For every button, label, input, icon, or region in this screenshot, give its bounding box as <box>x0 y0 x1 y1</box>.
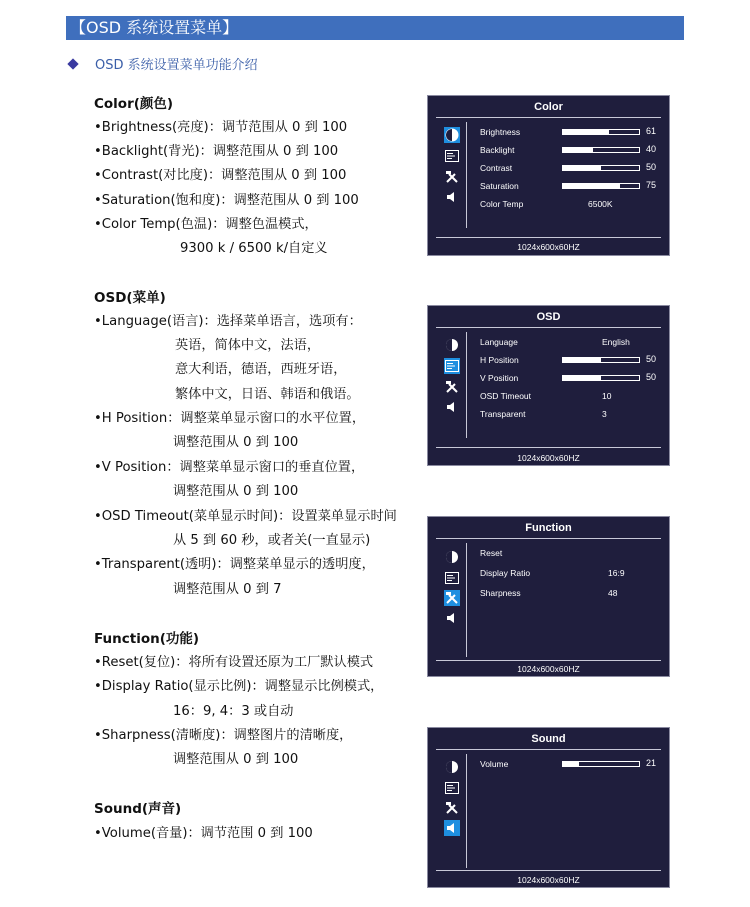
osd-line: 调整范围从 0 到 7 <box>173 582 282 597</box>
divider <box>436 327 661 328</box>
osd-panel-title: Function <box>525 522 572 534</box>
function-line: 调整范围从 0 到 100 <box>173 752 299 767</box>
color-icon[interactable] <box>444 759 460 775</box>
function-tools-icon[interactable] <box>444 169 460 185</box>
osd-line: •H Position：调整菜单显示窗口的水平位置， <box>94 411 366 426</box>
sound-speaker-icon[interactable] <box>444 820 460 836</box>
osd-row-label: Transparent <box>480 409 526 419</box>
osd-footer-resolution: 1024x600x60HZ <box>517 664 580 674</box>
osd-row-value: 21 <box>646 758 657 768</box>
section-title-function: Function(功能) <box>94 631 200 647</box>
section-title-osd: OSD(菜单) <box>94 290 166 306</box>
osd-panel-title: Color <box>534 101 563 113</box>
osd-panel-osd <box>427 305 670 466</box>
function-line: •Reset(复位)：将所有设置还原为工厂默认模式 <box>94 655 374 670</box>
osd-line: •Language(语言)：选择菜单语言，选项有： <box>94 314 362 329</box>
osd-footer-resolution: 1024x600x60HZ <box>517 875 580 885</box>
osd-panel-title: OSD <box>536 311 561 323</box>
divider <box>436 447 661 448</box>
osd-panel-title: Sound <box>531 733 566 745</box>
sound-speaker-icon[interactable] <box>444 399 460 415</box>
divider <box>436 870 661 871</box>
osd-row-label: Color Temp <box>480 199 524 209</box>
osd-line: 意大利语，德语，西班牙语， <box>175 362 347 377</box>
slider-fill <box>563 358 601 362</box>
function-tools-icon[interactable] <box>444 379 460 395</box>
divider <box>436 749 661 750</box>
osd-panel-sound <box>427 727 670 888</box>
color-line: •Contrast(对比度)：调整范围从 0 到 100 <box>94 168 347 183</box>
slider-fill <box>563 166 601 170</box>
osd-line: •OSD Timeout(菜单显示时间)：设置菜单显示时间 <box>94 509 397 524</box>
color-line: •Brightness(亮度)：调节范围从 0 到 100 <box>94 120 348 135</box>
osd-row-value: 40 <box>646 144 657 154</box>
osd-line: •V Position：调整菜单显示窗口的垂直位置， <box>94 460 365 475</box>
color-line: •Backlight(背光)：调整范围从 0 到 100 <box>94 144 339 159</box>
color-line: 9300 k / 6500 k/自定义 <box>180 241 328 256</box>
osd-row-label: V Position <box>480 373 519 383</box>
divider <box>466 754 467 868</box>
osd-row-label: Language <box>480 337 518 347</box>
osd-line: 调整范围从 0 到 100 <box>173 435 299 450</box>
osd-menu-icon[interactable] <box>444 358 460 374</box>
subheading <box>66 54 258 73</box>
color-icon[interactable] <box>444 337 460 353</box>
function-tools-icon[interactable] <box>444 590 460 606</box>
color-temp-value[interactable]: 6500K <box>588 199 613 209</box>
osd-menu-icon[interactable] <box>444 570 460 586</box>
divider <box>436 538 661 539</box>
osd-row-value: 50 <box>646 372 657 382</box>
slider-fill <box>563 184 620 188</box>
slider-fill <box>563 130 609 134</box>
contrast-slider[interactable] <box>562 165 640 171</box>
osd-row-value: 61 <box>646 126 657 136</box>
osd-row-label: OSD Timeout <box>480 391 532 401</box>
osd-panel-color <box>427 95 670 256</box>
osd-row-value: 50 <box>646 162 657 172</box>
v-position-slider[interactable] <box>562 375 640 381</box>
osd-row-label: Display Ratio <box>480 568 531 578</box>
osd-row-label: Volume <box>480 759 509 769</box>
osd-line: 英语，简体中文，法语， <box>175 338 321 353</box>
divider <box>466 332 467 438</box>
osd-timeout-value[interactable]: 10 <box>602 391 612 401</box>
function-tools-icon[interactable] <box>444 800 460 816</box>
subheading-text: OSD 系统设置菜单功能介绍 <box>95 58 258 73</box>
color-icon[interactable] <box>444 127 460 143</box>
osd-line: 繁体中文，日语、韩语和俄语。 <box>175 387 360 402</box>
section-title-color: Color(颜色) <box>94 96 174 112</box>
osd-line: 从 5 到 60 秒，或者关(一直显示) <box>173 533 371 548</box>
osd-row-label: H Position <box>480 355 519 365</box>
osd-row-value: 75 <box>646 180 657 190</box>
slider-fill <box>563 148 593 152</box>
divider <box>436 660 661 661</box>
sound-line: •Volume(音量)：调节范围 0 到 100 <box>94 826 313 841</box>
function-line: •Display Ratio(显示比例)：调整显示比例模式， <box>94 679 384 694</box>
sound-speaker-icon[interactable] <box>444 610 460 626</box>
osd-menu-icon[interactable] <box>444 148 460 164</box>
osd-row-label: Brightness <box>480 127 521 137</box>
diamond-bullet-icon <box>67 58 78 69</box>
osd-row-label: Contrast <box>480 163 513 173</box>
color-line: •Color Temp(色温)：调整色温模式， <box>94 217 318 232</box>
display-ratio-value[interactable]: 16:9 <box>608 568 625 578</box>
volume-slider[interactable] <box>562 761 640 767</box>
color-line: •Saturation(饱和度)：调整范围从 0 到 100 <box>94 193 359 208</box>
color-icon[interactable] <box>444 549 460 565</box>
slider-fill <box>563 762 579 766</box>
osd-line: 调整范围从 0 到 100 <box>173 484 299 499</box>
section-title-sound: Sound(声音) <box>94 801 182 817</box>
transparent-value[interactable]: 3 <box>602 409 607 419</box>
osd-panel-function <box>427 516 670 677</box>
divider <box>466 543 467 657</box>
backlight-slider[interactable] <box>562 147 640 153</box>
osd-row-label: Saturation <box>480 181 519 191</box>
page-title: 【OSD 系统设置菜单】 <box>66 16 684 40</box>
reset-option[interactable]: Reset <box>480 548 503 558</box>
function-line: 16：9, 4：3 或自动 <box>173 704 294 719</box>
saturation-slider[interactable] <box>562 183 640 189</box>
sound-speaker-icon[interactable] <box>444 189 460 205</box>
osd-footer-resolution: 1024x600x60HZ <box>517 242 580 252</box>
osd-footer-resolution: 1024x600x60HZ <box>517 453 580 463</box>
divider <box>436 237 661 238</box>
h-position-slider[interactable] <box>562 357 640 363</box>
osd-row-label: Backlight <box>480 145 515 155</box>
osd-menu-icon[interactable] <box>444 780 460 796</box>
sharpness-value[interactable]: 48 <box>608 588 618 598</box>
osd-row-value: 50 <box>646 354 657 364</box>
divider <box>436 117 661 118</box>
brightness-slider[interactable] <box>562 129 640 135</box>
divider <box>466 122 467 228</box>
slider-fill <box>563 376 601 380</box>
function-line: •Sharpness(清晰度)：调整图片的清晰度， <box>94 728 353 743</box>
language-value[interactable]: English <box>602 337 630 347</box>
osd-row-label: Sharpness <box>480 588 521 598</box>
osd-line: •Transparent(透明)：调整菜单显示的透明度， <box>94 557 375 572</box>
